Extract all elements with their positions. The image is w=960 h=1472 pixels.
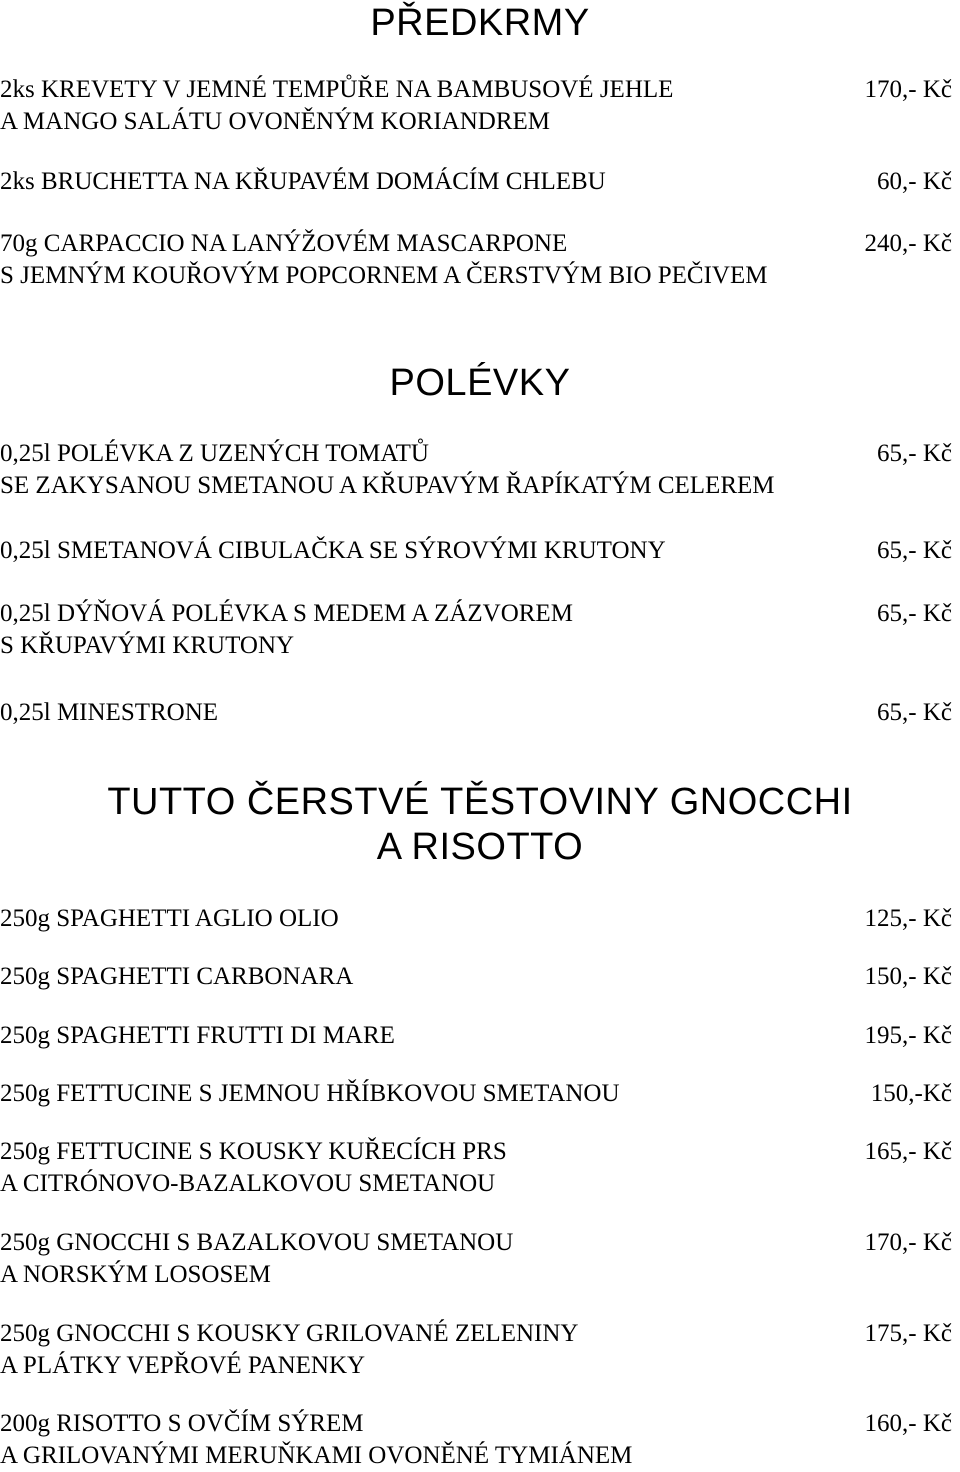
item-name-line: 0,25l SMETANOVÁ CIBULAČKA SE SÝROVÝMI KRUTONY bbox=[0, 537, 666, 564]
item-name-line: 250g SPAGHETTI FRUTTI DI MARE bbox=[0, 1022, 395, 1049]
item-name-line: 70g CARPACCIO NA LANÝŽOVÉM MASCARPONE bbox=[0, 230, 568, 257]
section-title-testoviny-line2: A RISOTTO bbox=[376, 826, 584, 868]
menu-item bbox=[0, 1318, 960, 1382]
menu-item bbox=[0, 1020, 960, 1052]
item-price: 65,- Kč bbox=[877, 537, 952, 564]
menu-item bbox=[0, 903, 960, 935]
menu-item bbox=[0, 697, 960, 729]
item-name-line: 0,25l POLÉVKA Z UZENÝCH TOMATŮ bbox=[0, 440, 429, 467]
menu-item bbox=[0, 598, 960, 662]
item-name-line: A PLÁTKY VEPŘOVÉ PANENKY bbox=[0, 1352, 366, 1379]
item-name-line: 0,25l MINESTRONE bbox=[0, 699, 219, 726]
item-name-line: S KŘUPAVÝMI KRUTONY bbox=[0, 632, 295, 659]
menu-item bbox=[0, 1136, 960, 1200]
section-title-predkrmy: PŘEDKRMY bbox=[370, 2, 590, 44]
item-price: 65,- Kč bbox=[877, 600, 952, 627]
item-name-line: A CITRÓNOVO-BAZALKOVOU SMETANOU bbox=[0, 1170, 496, 1197]
item-price: 125,- Kč bbox=[864, 905, 952, 932]
item-name-line: 250g SPAGHETTI AGLIO OLIO bbox=[0, 905, 339, 932]
item-name-line: S JEMNÝM KOUŘOVÝM POPCORNEM A ČERSTVÝM BIO PEČIVEM bbox=[0, 262, 768, 289]
menu-item bbox=[0, 1078, 960, 1110]
item-name-line: A NORSKÝM LOSOSEM bbox=[0, 1261, 271, 1288]
item-name-line: 0,25l DÝŇOVÁ POLÉVKA S MEDEM A ZÁZVOREM bbox=[0, 600, 573, 627]
item-name-line: 250g FETTUCINE S KOUSKY KUŘECÍCH PRS bbox=[0, 1138, 507, 1165]
item-price: 60,- Kč bbox=[877, 168, 952, 195]
menu-item bbox=[0, 1408, 960, 1472]
item-price: 65,- Kč bbox=[877, 699, 952, 726]
item-name-line: 250g SPAGHETTI CARBONARA bbox=[0, 963, 354, 990]
item-name-line: A MANGO SALÁTU OVONĚNÝM KORIANDREM bbox=[0, 108, 550, 135]
item-price: 240,- Kč bbox=[864, 230, 952, 257]
item-name-line: 2ks BRUCHETTA NA KŘUPAVÉM DOMÁCÍM CHLEBU bbox=[0, 168, 606, 195]
item-name-line: SE ZAKYSANOU SMETANOU A KŘUPAVÝM ŘAPÍKATÝM CELEREM bbox=[0, 472, 775, 499]
item-name-line: 250g FETTUCINE S JEMNOU HŘÍBKOVOU SMETANOU bbox=[0, 1080, 620, 1107]
item-price: 175,- Kč bbox=[864, 1320, 952, 1347]
menu-item bbox=[0, 961, 960, 993]
menu-item bbox=[0, 166, 960, 198]
item-price: 170,- Kč bbox=[864, 1229, 952, 1256]
item-name-line: 200g RISOTTO S OVČÍM SÝREM bbox=[0, 1410, 364, 1437]
item-name-line: 2ks KREVETY V JEMNÉ TEMPŮŘE NA BAMBUSOVÉ JEHLE bbox=[0, 76, 674, 103]
item-price: 160,- Kč bbox=[864, 1410, 952, 1437]
menu-item bbox=[0, 228, 960, 292]
item-price: 150,- Kč bbox=[864, 963, 952, 990]
menu-item bbox=[0, 438, 960, 502]
item-price: 150,-Kč bbox=[870, 1080, 952, 1107]
section-title-polevky: POLÉVKY bbox=[389, 362, 571, 404]
item-name-line: 250g GNOCCHI S KOUSKY GRILOVANÉ ZELENINY bbox=[0, 1320, 579, 1347]
section-title-testoviny-line1: TUTTO ČERSTVÉ TĚSTOVINY GNOCCHI bbox=[107, 781, 853, 823]
menu-item bbox=[0, 74, 960, 138]
menu-item bbox=[0, 1227, 960, 1291]
item-price: 170,- Kč bbox=[864, 76, 952, 103]
item-price: 65,- Kč bbox=[877, 440, 952, 467]
item-name-line: A GRILOVANÝMI MERUŇKAMI OVONĚNÉ TYMIÁNEM bbox=[0, 1442, 633, 1469]
item-price: 165,- Kč bbox=[864, 1138, 952, 1165]
menu-item bbox=[0, 535, 960, 567]
item-name-line: 250g GNOCCHI S BAZALKOVOU SMETANOU bbox=[0, 1229, 514, 1256]
item-price: 195,- Kč bbox=[864, 1022, 952, 1049]
